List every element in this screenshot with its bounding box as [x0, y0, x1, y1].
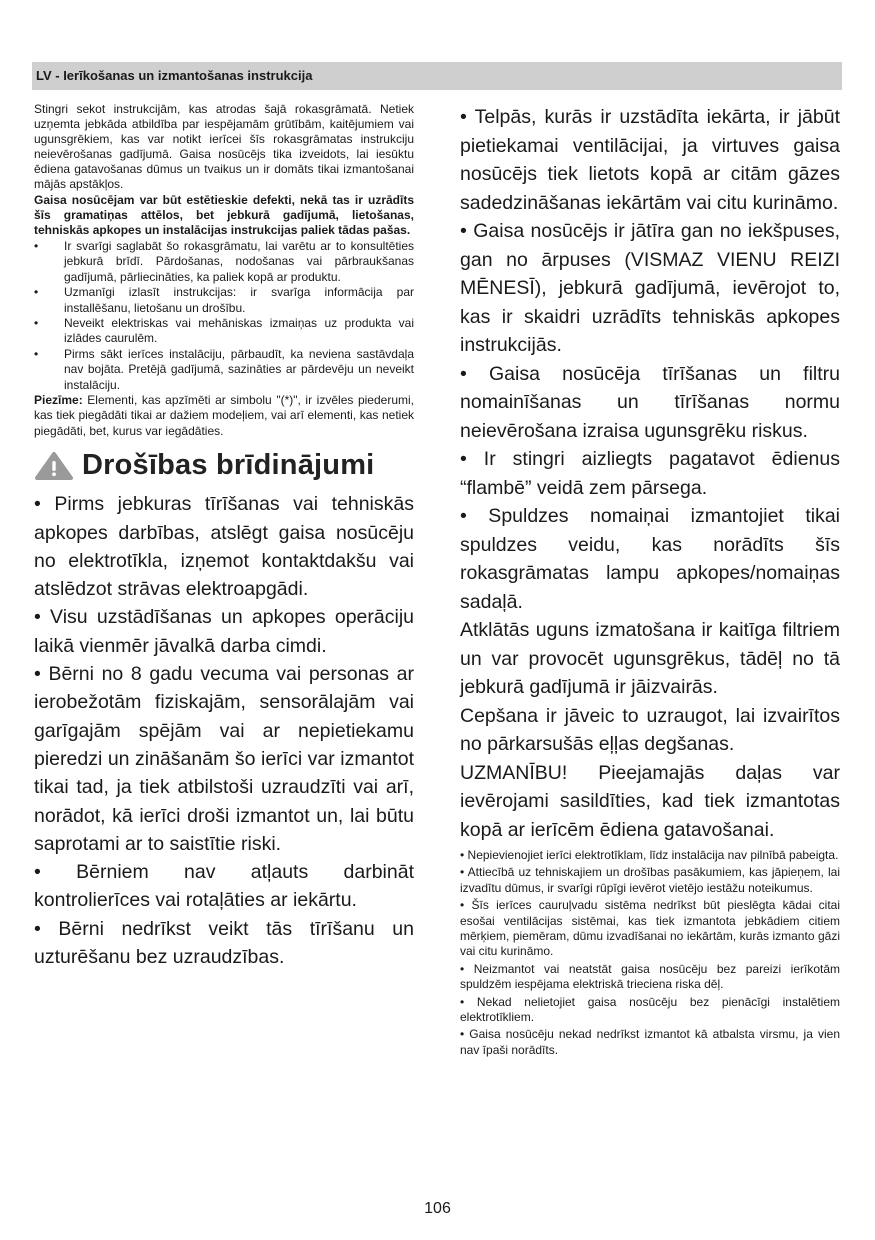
safety-paragraph: • Ir stingri aizliegts pagatavot ēdienus “flambē” veidā zem pārsega.: [460, 448, 840, 499]
fine-paragraph: • Gaisa nosūcēju nekad nedrīkst izmantot kā atbalsta virsmu, ja vien nav īpaši norādīts.: [460, 1027, 840, 1057]
header-title: LV - Ierīkošanas un izmantošanas instrukcija: [36, 68, 313, 83]
bullet-mark: •: [34, 285, 39, 300]
bullet-mark: •: [34, 346, 39, 361]
list-item: [34, 239, 414, 285]
note-text: Elementi, kas apzīmēti ar simbolu "(*)", ir izvēles piederumi, kas tiek piegādāti tikai ar dažiem modeļiem, vai arī elementi, kas netiek piegādāti, bet, kurus var iegādāties.: [34, 393, 414, 438]
list-item: [34, 316, 414, 347]
safety-section-title: [34, 449, 414, 482]
safety-paragraph: • Visu uzstādīšanas un apkopes operāciju laikā vienmēr jāvalkā darba cimdi.: [34, 606, 414, 657]
list-item: [34, 347, 414, 393]
list-item-text: Ir svarīgi saglabāt šo rokasgrāmatu, lai varētu ar to konsultēties jebkurā brīdī. Pārdošanas, nodošanas vai pārbraukšanas gadījumā, pārliecināties, ka paliek kopā ar produktu.: [64, 239, 414, 284]
safety-paragraph: • Gaisa nosūcējs ir jātīra gan no iekšpuses, gan no ārpuses (VISMAZ VIENU REIZI MĒNESĪ), jebkurā gadījumā, ievērojot to, kas ir skaidri uzrādīts tehniskās apkopes instrukcijās.: [460, 220, 840, 356]
safety-paragraph: • Pirms jebkuras tīrīšanas vai tehniskās apkopes darbības, atslēgt gaisa nosūcēju no elektrotīkla, izņemot kontaktdakšu vai atslēdzot strāvas elektroapgādi.: [34, 493, 414, 601]
safety-paragraph: Cepšana ir jāveic to uzraugot, lai izvairītos no pārkarsušās eļļas degšanas.: [460, 704, 840, 755]
fine-paragraph: • Neizmantot vai neatstāt gaisa nosūcēju bez pareizi ierīkotām spuldzēm iespējama elektriskā trieciena riska dēļ.: [460, 961, 840, 992]
defects-paragraph: Gaisa nosūcējam var būt estētieskie defekti, nekā tas ir uzrādīts šīs gramatiņas attēlos, bet jebkurā gadījumā, lietošanas, tehniskās apkopes un instalācijas instrukcijas paliek tādas pašas.: [34, 193, 414, 237]
list-item-text: Pirms sākt ierīces instalāciju, pārbaudīt, ka neviena sastāvdaļa nav bojāta. Pretējā gadījumā, sazināties ar pārdevēju un neveikt instalāciju.: [64, 346, 414, 392]
page-number: 106: [424, 1200, 451, 1217]
intro-paragraph: Stingri sekot instrukcijām, kas atrodas šajā rokasgrāmatā. Netiek uzņemta jebkāda atbildība par iespējamām grūtībām, kaitējumiem vai ugunsgrēkiem, kas var notikt ierīcei šīs rokasgrāmatas instrukciju neievērošanas gadījumā. Gaisa nosūcējs tika izveidots, lai iesūktu ēdiena gatavošanas dūmus un tvaikus un ir domāts tikai izmantošanai mājās apstākļos.: [34, 102, 414, 191]
safety-paragraph: • Bērniem nav atļauts darbināt kontrolierīces vai rotaļāties ar iekārtu.: [34, 861, 414, 912]
list-item-text: Uzmanīgi izlasīt instrukcijas: ir svarīga informācija par installēšanu, lietošanu un drošību.: [64, 285, 414, 315]
section-heading: Drošības brīdinājumi: [82, 449, 375, 482]
note-paragraph: [34, 393, 414, 439]
safety-paragraph: • Bērni no 8 gadu vecuma vai personas ar ierobežotām fiziskajām, sensorālajām vai garīgajām spējām vai ar nepietiekamu pieredzi un zināšanām šo ierīci var izmantot tikai tad, ja tiek atbilstoši uzraudzīti vai arī, norādot, kā ierīci droši izmantot un, lai būtu saprotami ar to saistītie riski.: [34, 663, 414, 855]
bullet-mark: •: [34, 316, 39, 331]
bullet-list: [34, 239, 414, 393]
fine-paragraph: • Attiecībā uz tehniskajiem un drošības pasākumiem, kas jāpieņem, lai izvadītu dūmus, ir svarīgi rūpīgi ievērot vietējo iestāžu noteikumus.: [460, 865, 840, 895]
list-item: [34, 285, 414, 316]
fine-paragraph: • Nekad nelietojiet gaisa nosūcēju bez pienācīgi instalētiem elektrotīkliem.: [460, 994, 840, 1025]
warning-icon: [34, 451, 74, 481]
list-item-text: Neveikt elektriskas vai mehāniskas izmaiņas uz produkta vai izlādes caurulēm.: [64, 316, 414, 346]
left-column: [34, 102, 414, 971]
right-column: [460, 103, 840, 1060]
safety-paragraph: • Bērni nedrīkst veikt tās tīrīšanu un uzturēšanu bez uzraudzības.: [34, 917, 414, 969]
fine-paragraph: • Nepievienojiet ierīci elektrotīklam, līdz instalācija nav pilnībā pabeigta.: [460, 848, 839, 862]
safety-paragraph: • Spuldzes nomaiņai izmantojiet tikai spuldzes veidu, kas norādīts šīs rokasgrāmatas lampu apkopes/nomaiņas sadaļā.: [460, 505, 840, 613]
section-header: [32, 62, 842, 90]
safety-paragraph: Atklātās uguns izmatošana ir kaitīga filtriem un var provocēt ugunsgrēkus, tādēļ no tā jebkurā gadījumā ir jāizvairās.: [460, 619, 840, 698]
bullet-mark: •: [34, 239, 39, 253]
safety-paragraph: UZMANĪBU! Pieejamajās daļas var ievērojami sasildīties, kad tiek izmantotas kopā ar ierīcēm ēdiena gatavošanai.: [460, 761, 840, 841]
note-label: Piezīme:: [34, 393, 83, 408]
fine-paragraph: • Šīs ierīces cauruļvadu sistēma nedrīkst būt pieslēgta kādai citai esošai ventilācijas sistēmai, kas tiek izmantota jebkādiem citiem mērķiem, piemēram, dūmu izvadīšanai no iekārtām, kurās izmanto gāzi vai citu kurināmo.: [460, 898, 840, 959]
safety-paragraph: • Gaisa nosūcēja tīrīšanas un filtru nomainīšanas un tīrīšanas normu neievērošana izraisa ugunsgrēku riskus.: [460, 362, 840, 442]
safety-paragraph: • Telpās, kurās ir uzstādīta iekārta, ir jābūt pietiekamai ventilācijai, ja virtuves gaisa nosūcējs tiek lietots kopā ar citām gāzes sadedzināšanas iekārtām vai citu kurināmo.: [460, 106, 840, 214]
